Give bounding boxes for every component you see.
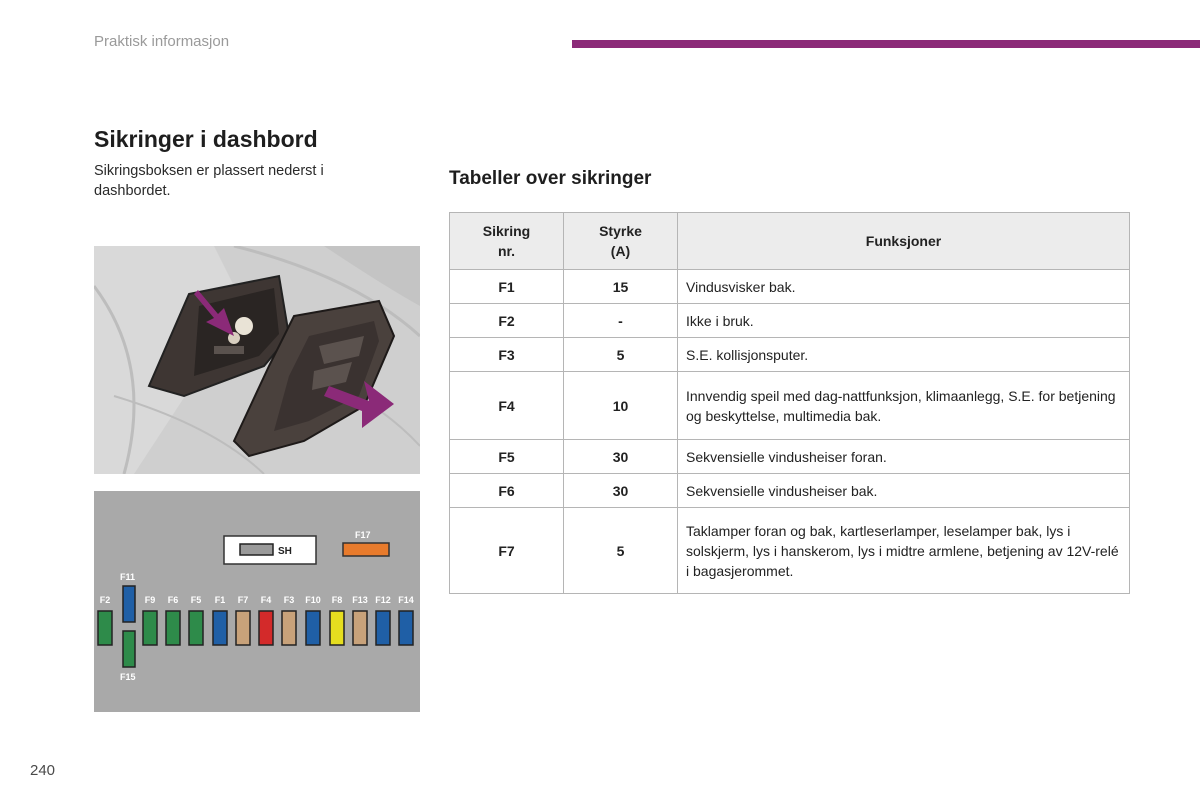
fuse-number: F7 (450, 508, 564, 594)
fuse-label-f8: F8 (331, 595, 343, 605)
fuse-function: Sekvensielle vindusheiser bak. (678, 474, 1130, 508)
fuse-function: Innvendig speil med dag-nattfunksjon, klimaanlegg, S.E. for betjening og beskyttelse, multimedia bak. (678, 372, 1130, 440)
fuse-number: F2 (450, 304, 564, 338)
fuse-function: Taklamper foran og bak, kartleserlamper, leselamper bak, lys i solskjerm, lys i hanskerom, lys i midtre armlene, betjening av 12V-relé i bagasjerommet. (678, 508, 1130, 594)
fuse-label-f11: F11 (120, 572, 136, 582)
fuse-number: F6 (450, 474, 564, 508)
fuse-f4 (259, 611, 273, 645)
fuse-rating: 30 (564, 440, 678, 474)
header-fuse-line2: nr. (497, 243, 516, 259)
header-rating (564, 213, 678, 270)
fuse-f13 (353, 611, 367, 645)
fuse-label-f6: F6 (167, 595, 179, 605)
table-row (450, 338, 1130, 372)
page-number: 240 (30, 762, 56, 779)
fuse-f7 (236, 611, 250, 645)
table-row (450, 304, 1130, 338)
fuse-f11 (123, 586, 135, 622)
header-fuse-number (450, 213, 564, 270)
fuse-f6 (166, 611, 180, 645)
fuse-f17 (343, 543, 389, 556)
header-rating-line1: Styrke (599, 223, 642, 239)
fuse-rating: 5 (564, 508, 678, 594)
fuse-number: F5 (450, 440, 564, 474)
header-accent-bar (572, 40, 1200, 48)
fuse-rating: 10 (564, 372, 678, 440)
fuse-f15 (123, 631, 135, 667)
table-row (450, 440, 1130, 474)
fuse-f3 (282, 611, 296, 645)
shunt-label: SH (278, 546, 292, 557)
header-functions: Funksjoner (678, 213, 1130, 270)
fuse-number: F1 (450, 270, 564, 304)
fusebox-location-illustration (94, 246, 420, 474)
fuse-f9 (143, 611, 157, 645)
fuse-f5 (189, 611, 203, 645)
fuse-f12 (376, 611, 390, 645)
fuse-label-f13: F13 (352, 595, 368, 605)
fuse-label-f9: F9 (144, 595, 156, 605)
table-row (450, 372, 1130, 440)
fuse-table-title: Tabeller over sikringer (449, 168, 652, 189)
fuse-f1 (213, 611, 227, 645)
fuse-label-f4: F4 (260, 595, 272, 605)
fuse-label-f10: F10 (305, 595, 321, 605)
fuse-number: F3 (450, 338, 564, 372)
fuse-function: S.E. kollisjonsputer. (678, 338, 1130, 372)
fuse-label-f5: F5 (190, 595, 202, 605)
fuse-label-f15: F15 (120, 672, 136, 682)
fuse-number: F4 (450, 372, 564, 440)
fuse-label-f14: F14 (398, 595, 414, 605)
fuse-label-f1: F1 (214, 595, 226, 605)
fuse-label-f2: F2 (99, 595, 111, 605)
fuse-rating: 30 (564, 474, 678, 508)
fuse-table (449, 212, 1130, 594)
table-row (450, 474, 1130, 508)
fuse-rating: - (564, 304, 678, 338)
header-rating-line2: (A) (610, 243, 631, 259)
fuse-label-f3: F3 (283, 595, 295, 605)
fuse-f2 (98, 611, 112, 645)
fuse-diagram-svg (94, 491, 420, 712)
fuse-label-f12: F12 (375, 595, 391, 605)
fuse-layout-diagram (94, 491, 420, 712)
header-section-title: Praktisk informasjon (94, 33, 230, 50)
fuse-rating: 5 (564, 338, 678, 372)
fuse-label-f17: F17 (355, 530, 371, 540)
header-fuse-line1: Sikring (482, 223, 531, 239)
page-title: Sikringer i dashbord (94, 126, 318, 152)
fuse-f8 (330, 611, 344, 645)
fuse-f14 (399, 611, 413, 645)
fuse-function: Sekvensielle vindusheiser foran. (678, 440, 1130, 474)
fuse-function: Ikke i bruk. (678, 304, 1130, 338)
fuse-label-f7: F7 (237, 595, 249, 605)
fuse-function: Vindusvisker bak. (678, 270, 1130, 304)
fuse-rating: 15 (564, 270, 678, 304)
table-row (450, 270, 1130, 304)
table-row (450, 508, 1130, 594)
fuse-f10 (306, 611, 320, 645)
intro-text: Sikringsboksen er plassert nederst i dashbordet. (94, 163, 324, 199)
